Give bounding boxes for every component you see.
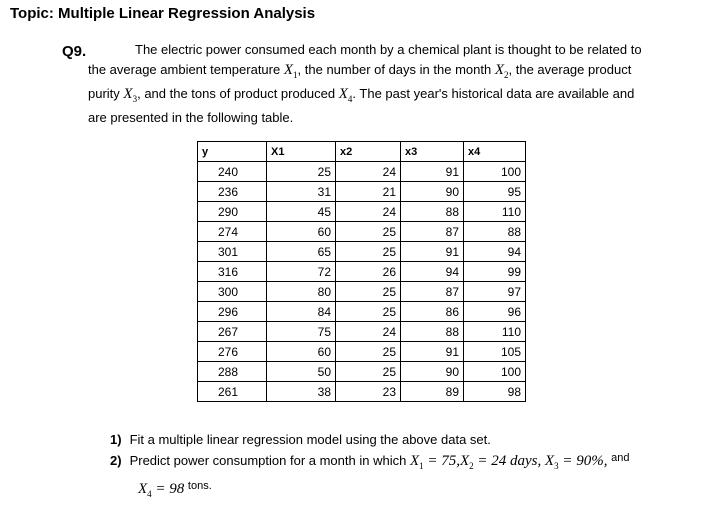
table-cell: 95 — [464, 182, 526, 202]
table-cell: 84 — [267, 302, 336, 322]
table-cell: 110 — [464, 322, 526, 342]
table-cell: 316 — [198, 262, 267, 282]
table-row — [198, 262, 526, 282]
question-2-continued — [138, 480, 212, 499]
table-cell: 24 — [336, 322, 401, 342]
var-x1: $X_1$ — [283, 62, 298, 80]
intro-text: the average ambient temperature — [88, 62, 281, 77]
table-cell: 91 — [401, 242, 464, 262]
table-row — [198, 202, 526, 222]
question-2 — [110, 452, 629, 471]
intro-text: purity — [88, 86, 120, 101]
table-cell: 80 — [267, 282, 336, 302]
table-cell: 91 — [401, 162, 464, 182]
q2-x3: $X_3 = 90\%$, — [544, 453, 608, 471]
table-cell: 98 — [464, 382, 526, 402]
intro-line-3 — [88, 86, 634, 104]
var-x3: $X_3$ — [123, 86, 138, 104]
table-cell: 97 — [464, 282, 526, 302]
table-cell: 100 — [464, 162, 526, 182]
table-cell: 267 — [198, 322, 267, 342]
table-cell: 38 — [267, 382, 336, 402]
question-1 — [110, 432, 491, 447]
table-cell: 300 — [198, 282, 267, 302]
table-row — [198, 222, 526, 242]
table-cell: 276 — [198, 342, 267, 362]
table-cell: 24 — [336, 202, 401, 222]
question-2-text: Predict power consumption for a month in which — [129, 453, 407, 468]
table-cell: 21 — [336, 182, 401, 202]
intro-line-2 — [88, 62, 631, 80]
table-cell: 25 — [336, 242, 401, 262]
q2-x2: $X_2 = 24$ days, — [459, 453, 542, 471]
table-row — [198, 182, 526, 202]
table-cell: 24 — [336, 162, 401, 182]
table-cell: 25 — [336, 342, 401, 362]
table-cell: 87 — [401, 282, 464, 302]
table-cell: 25 — [336, 282, 401, 302]
table-cell: 25 — [336, 362, 401, 382]
table-cell: 31 — [267, 182, 336, 202]
table-cell: 72 — [267, 262, 336, 282]
table-cell: 90 — [401, 362, 464, 382]
intro-text: , the number of days in the month — [297, 62, 492, 77]
var-x2: $X_2$ — [494, 62, 509, 80]
q2-tons: tons. — [187, 480, 212, 492]
table-cell: 90 — [401, 182, 464, 202]
header-x2: x2 — [336, 142, 401, 162]
table-cell: 100 — [464, 362, 526, 382]
table-row — [198, 282, 526, 302]
table-cell: 89 — [401, 382, 464, 402]
table-cell: 261 — [198, 382, 267, 402]
table-cell: 99 — [464, 262, 526, 282]
table-cell: 25 — [336, 302, 401, 322]
table-cell: 86 — [401, 302, 464, 322]
table-cell: 91 — [401, 342, 464, 362]
q2-x1: $X_1 = 75$, — [409, 453, 460, 471]
table-cell: 88 — [464, 222, 526, 242]
table-cell: 26 — [336, 262, 401, 282]
table-cell: 274 — [198, 222, 267, 242]
table-cell: 87 — [401, 222, 464, 242]
header-y: y — [198, 142, 267, 162]
q2-and: and — [611, 452, 630, 464]
intro-line-1 — [135, 42, 642, 57]
table-cell: 60 — [267, 222, 336, 242]
header-x1: X1 — [267, 142, 336, 162]
table-cell: 45 — [267, 202, 336, 222]
table-cell: 94 — [401, 262, 464, 282]
intro-text: , and the tons of product produced — [137, 86, 336, 101]
q2-x4: $X_4 = 98$ — [138, 481, 185, 499]
table-cell: 88 — [401, 202, 464, 222]
table-cell: 110 — [464, 202, 526, 222]
table-header-row — [198, 142, 526, 162]
var-x4: $X_4$ — [338, 86, 353, 104]
table-cell: 75 — [267, 322, 336, 342]
table-cell: 25 — [336, 222, 401, 242]
table-cell: 288 — [198, 362, 267, 382]
intro-line-4: are presented in the following table. — [88, 110, 294, 125]
table-row — [198, 322, 526, 342]
data-table — [197, 141, 526, 402]
table-cell: 240 — [198, 162, 267, 182]
table-cell: 290 — [198, 202, 267, 222]
table-row — [198, 162, 526, 182]
table-cell: 94 — [464, 242, 526, 262]
header-x3: x3 — [401, 142, 464, 162]
table-row — [198, 242, 526, 262]
table-row — [198, 302, 526, 322]
table-row — [198, 362, 526, 382]
table-cell: 236 — [198, 182, 267, 202]
intro-text: . The past year's historical data are available and — [352, 86, 635, 101]
table-cell: 105 — [464, 342, 526, 362]
table-cell: 296 — [198, 302, 267, 322]
table-cell: 60 — [267, 342, 336, 362]
table-row — [198, 342, 526, 362]
table-cell: 25 — [267, 162, 336, 182]
table-cell: 50 — [267, 362, 336, 382]
question-1-text: Fit a multiple linear regression model using the above data set. — [129, 432, 491, 447]
header-x4: x4 — [464, 142, 526, 162]
question-2-number: 2) — [110, 453, 122, 468]
question-number: Q9. — [62, 43, 87, 60]
table-row — [198, 382, 526, 402]
table-cell: 23 — [336, 382, 401, 402]
intro-text: The electric power consumed each month by a chemical plant is thought to be related to — [135, 42, 642, 57]
table-cell: 301 — [198, 242, 267, 262]
intro-text: , the average product — [508, 62, 632, 77]
question-1-number: 1) — [110, 432, 122, 447]
table-cell: 88 — [401, 322, 464, 342]
table-cell: 65 — [267, 242, 336, 262]
page-title: Topic: Multiple Linear Regression Analysis — [10, 5, 316, 22]
table-cell: 96 — [464, 302, 526, 322]
